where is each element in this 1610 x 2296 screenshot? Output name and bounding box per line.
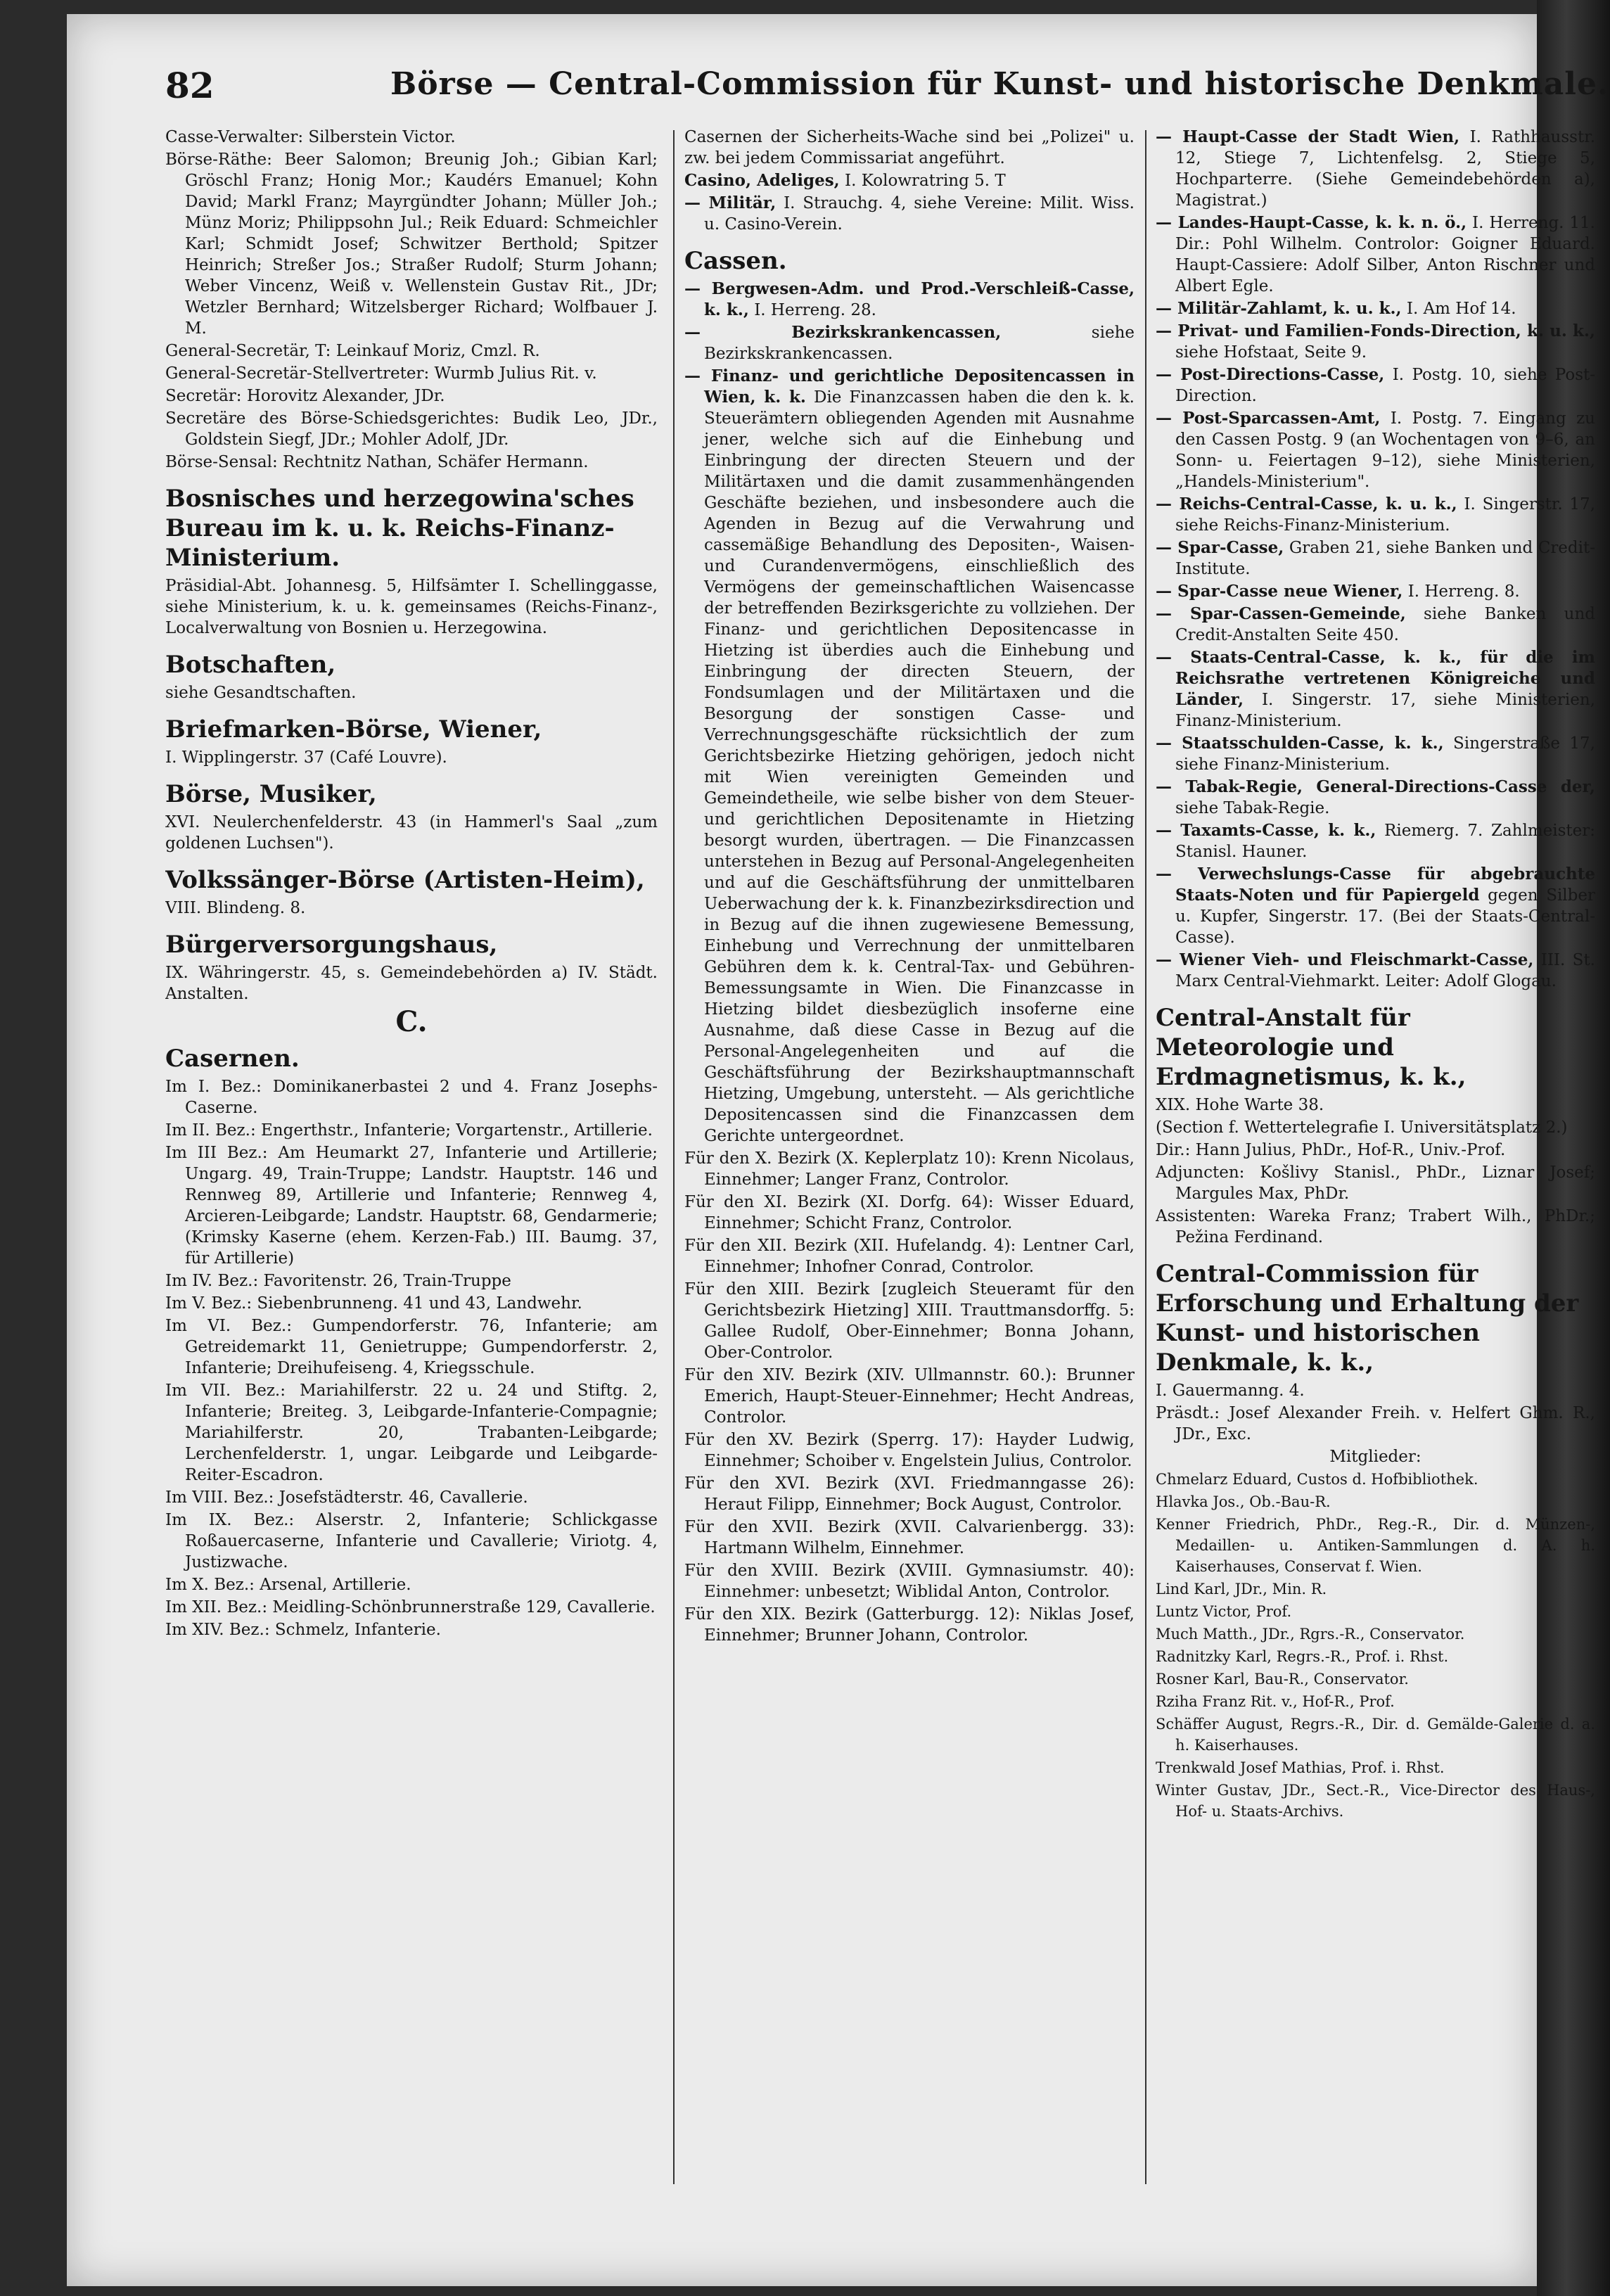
entry: Casernen der Sicherheits-Wache sind bei „Polizei" u. zw. bei jedem Commissariat angeführt. bbox=[684, 128, 1135, 167]
entry bbox=[684, 279, 1135, 321]
section-title: Casernen. bbox=[165, 1045, 300, 1073]
document-page bbox=[67, 14, 1609, 2286]
list-item: Schäffer August, Regrs.-R., Dir. d. Gemälde-Galerie d. a. h. Kaiserhauses. bbox=[1156, 1716, 1595, 1754]
entry-text: III. St. Marx Central-Viehmarkt. Leiter: Adolf Glogau. bbox=[1175, 951, 1595, 990]
entry bbox=[684, 170, 1135, 191]
entry bbox=[1156, 604, 1595, 646]
entry-text: I. Postg. 7. Eingang zu den Cassen Postg. 9 (an Wochentagen von 9–6, an Sonn- u. Feiertagen 9–12), siehe Ministerien, „Handels-Ministerium". bbox=[1175, 409, 1595, 491]
entry bbox=[1156, 298, 1595, 319]
entry: General-Secretär-Stellvertreter: Wurmb Julius Rit. v. bbox=[165, 364, 597, 383]
list-item: Für den XIV. Bezirk (XIV. Ullmannstr. 60.): Brunner Emerich, Haupt-Steuer-Einnehmer; Hecht Andreas, Controlor. bbox=[684, 1366, 1135, 1427]
list-item: Rosner Karl, Bau-R., Conservator. bbox=[1156, 1671, 1409, 1688]
entry bbox=[684, 366, 1135, 1147]
entry-heading: — Wiener Vieh- und Fleischmarkt-Casse, bbox=[1156, 950, 1534, 969]
list-item: Für den XVI. Bezirk (XVI. Friedmanngasse 26): Heraut Filipp, Einnehmer; Bock August, Controlor. bbox=[684, 1474, 1135, 1514]
entry bbox=[1156, 864, 1595, 948]
cassen-list bbox=[1156, 127, 1595, 992]
entry: siehe Gesandtschaften. bbox=[165, 684, 357, 702]
entry-text: I. Strauchg. 4, siehe Vereine: Milit. Wiss. u. Casino-Verein. bbox=[704, 194, 1135, 234]
entry: Secretäre des Börse-Schiedsgerichtes: Budik Leo, JDr., Goldstein Siegf, JDr.; Mohler Adolf, JDr. bbox=[165, 409, 658, 449]
column-divider bbox=[1145, 130, 1146, 2184]
entry bbox=[1156, 212, 1595, 297]
letter-heading: C. bbox=[395, 1005, 428, 1038]
list-item: Für den XII. Bezirk (XII. Hufelandg. 4): Lentner Carl, Einnehmer; Inhofner Conrad, Controlor. bbox=[684, 1237, 1135, 1276]
list-item: Im VII. Bez.: Mariahilferstr. 22 u. 24 und Stiftg. 2, Infanterie; Breiteg. 3, Leibgarde-Infanterie-Compagnie; Mariahilferstr. 20, Trabanten-Leibgarde; Lerchenfelderstr. 1, ungar. Leibgarde und Leibgarde-Reiter-Escadron. bbox=[165, 1382, 658, 1484]
entry bbox=[1156, 777, 1595, 819]
entry bbox=[1156, 321, 1595, 363]
entry: IX. Währingerstr. 45, s. Gemeindebehörden a) IV. Städt. Anstalten. bbox=[165, 964, 658, 1003]
entry-heading: — Post-Directions-Casse, bbox=[1156, 365, 1385, 384]
entry bbox=[1156, 494, 1595, 536]
list-item: Much Matth., JDr., Rgrs.-R., Conservator. bbox=[1156, 1626, 1465, 1643]
entry-text: Die Finanzcassen haben die den k. k. Steuerämtern obliegenden Agenden mit Ausnahme jener, welche sich auf die Einhebung und Einbringung der directen Steuern und der Militärtaxen und die damit zusammenhängenden Geschäfte beziehen, und insbesondere auch die Agenden in Bezug auf die Verwahrung und cassemäßige Behandlung des Depositen-, Waisen- und Curandenvermögens, einschließlich des Vermögens der gemeinschaftlichen Waisencasse der betreffenden Bezirksgerichte zu vollziehen. Der Finanz- und gerichtlichen Depositencasse in Hietzing ist überdies auch die Einhebung und Einbringung der directen Steuern, der Fondsumlagen und der Militärtaxen und die Besorgung der sonstigen Casse- und Verrechnungsgeschäfte rücksichtlich der zum Gerichtsbezirke Hietzing gehörigen, jedoch nicht mit Wien vereinigten Gemeinden und Gemeindetheile, wie selbe bisher von dem Steuer- und gerichtlichen Depositenamte in Hietzing besorgt wurden, übertragen. — Die Finanzcassen unterstehen in Bezug auf Personal-Angelegenheiten und auf die Geschäftsführung der unmittelbaren Ueberwachung der k. k. Finanzbezirksdirection und in Bezug auf die ihnen zugewiesene Bemessung, Einhebung und Verrechnung der unmittelbaren Gebühren dem k. k. Central-Tax- und Gebühren-Bemessungsamte in Wien. Die Finanzcasse in Hietzing bildet diesbezüglich insoferne eine Ausnahme, daß diese Casse in Bezug auf die Personal-Angelegenheiten und auf die Geschäftsführung der Bezirkshauptmannschaft Hietzing, Umgebung, untersteht. — Als gerichtliche Depositencassen sind die Finanzcassen dem Gerichte untergeordnet. bbox=[704, 388, 1135, 1145]
list-item: Trenkwald Josef Mathias, Prof. i. Rhst. bbox=[1156, 1759, 1445, 1776]
entry: XIX. Hohe Warte 38. bbox=[1156, 1096, 1324, 1114]
entry: Präsidial-Abt. Johannesg. 5, Hilfsämter I. Schellinggasse, siehe Ministerium, k. u. k. gemeinsames (Reichs-Finanz-, Localverwaltung von Bosnien u. Herzegowina. bbox=[165, 577, 658, 637]
entry bbox=[1156, 581, 1595, 602]
list-item: Für den XV. Bezirk (Sperrg. 17): Hayder Ludwig, Einnehmer; Schoiber v. Engelstein Julius, Controlor. bbox=[684, 1431, 1135, 1470]
list-item: Rziha Franz Rit. v., Hof-R., Prof. bbox=[1156, 1693, 1395, 1710]
list-item: Für den XIII. Bezirk [zugleich Steueramt für den Gerichtsbezirk Hietzing] XIII. Trauttmansdorffg. 5: Gallee Rudolf, Ober-Einnehmer; Bonna Johann, Ober-Controlor. bbox=[684, 1280, 1135, 1362]
entry bbox=[1156, 820, 1595, 862]
entry-heading: — Spar-Casse neue Wiener, bbox=[1156, 582, 1403, 601]
list-item: Für den XVIII. Bezirk (XVIII. Gymnasiumstr. 40): Einnehmer: unbesetzt; Wiblidal Anton, Controlor. bbox=[684, 1562, 1135, 1601]
entry: (Section f. Wettertelegrafie I. Universitätsplatz 2.) bbox=[1156, 1118, 1568, 1137]
list-item: Für den XI. Bezirk (XI. Dorfg. 64): Wisser Eduard, Einnehmer; Schicht Franz, Controlor. bbox=[684, 1193, 1135, 1232]
entry: Börse-Sensal: Rechtnitz Nathan, Schäfer Hermann. bbox=[165, 453, 589, 471]
entry-text: I. Kolowratring 5. T bbox=[845, 172, 1006, 190]
members-label: Mitglieder: bbox=[1329, 1448, 1421, 1466]
entry: XVI. Neulerchenfelderstr. 43 (in Hammerl's Saal „zum goldenen Luchsen"). bbox=[165, 813, 658, 853]
entry-text: Riemerg. 7. Zahlmeister: Stanisl. Hauner. bbox=[1175, 822, 1595, 861]
list-item: Chmelarz Eduard, Custos d. Hofbibliothek. bbox=[1156, 1471, 1478, 1488]
entry: General-Secretär, T: Leinkauf Moriz, Cmzl. R. bbox=[165, 342, 540, 360]
entry-heading: — Spar-Cassen-Gemeinde, bbox=[1156, 604, 1406, 623]
entry: Casse-Verwalter: Silberstein Victor. bbox=[165, 128, 456, 146]
entry-text: I. Postg. 10, siehe Post-Direction. bbox=[1175, 366, 1595, 405]
list-item: Im XIV. Bez.: Schmelz, Infanterie. bbox=[165, 1621, 441, 1639]
list-item: Im VIII. Bez.: Josefstädterstr. 46, Cavallerie. bbox=[165, 1488, 528, 1507]
entry-heading: — Staats-Central-Casse, k. k., für die im Reichsrathe vertretenen Königreiche und Länder, bbox=[1156, 648, 1595, 709]
entry bbox=[684, 193, 1135, 235]
entry: Börse-Räthe: Beer Salomon; Breunig Joh.; Gibian Karl; Gröschl Franz; Honig Mor.; Kaudérs Emanuel; Kohn David; Markl Franz; Mayrgündter Johann; Müller Joh.; Münz Moriz; Philippsohn Jul.; Reik Eduard: Schmeichler Karl; Schmidt Josef; Schwitzer Berthold; Spitzer Heinrich; Streßer Jos.; Straßer Rudolf; Sturm Johann; Weber Vincenz, Weiß v. Wellenstein Gustav Rit., JDr; Wetzler Bernhard; Witzelsberger Richard; Wolfbauer J. M. bbox=[165, 151, 658, 338]
list-item: Radnitzky Karl, Regrs.-R., Prof. i. Rhst. bbox=[1156, 1648, 1449, 1665]
entry-text: I. Herreng. 28. bbox=[754, 301, 876, 319]
entry bbox=[1156, 127, 1595, 211]
entry-heading: — Privat- und Familien-Fonds-Direction, k. u. k., bbox=[1156, 321, 1595, 340]
column-right bbox=[1156, 127, 1595, 2223]
entry-heading: — Militär-Zahlamt, k. u. k., bbox=[1156, 299, 1402, 318]
entry-text: siehe Banken und Credit-Anstalten Seite 450. bbox=[1175, 605, 1595, 644]
section-title: Cassen. bbox=[684, 247, 787, 275]
entry bbox=[1156, 408, 1595, 492]
entry-text: siehe Bezirkskrankencassen. bbox=[704, 324, 1135, 363]
entry bbox=[1156, 950, 1595, 992]
entry-text: Singerstraße 17, siehe Finanz-Ministerium. bbox=[1175, 734, 1595, 774]
list-item: Im I. Bez.: Dominikanerbastei 2 und 4. Franz Josephs-Caserne. bbox=[165, 1078, 658, 1117]
entry: Präsdt.: Josef Alexander Freih. v. Helfert Ghm. R., JDr., Exc. bbox=[1156, 1404, 1595, 1443]
entry-text: I. Herreng. 11. Dir.: Pohl Wilhelm. Controlor: Goigner Eduard. Haupt-Cassiere: Adolf Silber, Anton Rischner und Albert Egle. bbox=[1175, 214, 1595, 295]
section-title: Central-Commission für Erforschung und Erhaltung der Kunst- und historischen Denkmale, k. k., bbox=[1156, 1260, 1579, 1377]
entry-text: gegen Silber u. Kupfer, Singerstr. 17. (Bei der Staats-Central-Casse). bbox=[1175, 886, 1595, 947]
entry: I. Wipplingerstr. 37 (Café Louvre). bbox=[165, 748, 447, 767]
list-item: Für den XVII. Bezirk (XVII. Calvarienbergg. 33): Hartmann Wilhelm, Einnehmer. bbox=[684, 1518, 1135, 1557]
entry-heading: — Bezirkskrankencassen, bbox=[684, 323, 1002, 342]
entry: Secretär: Horovitz Alexander, JDr. bbox=[165, 387, 445, 405]
entry-text: I. Singerstr. 17, siehe Ministerien, Finanz-Ministerium. bbox=[1175, 691, 1595, 730]
entry-heading: — Staatsschulden-Casse, k. k., bbox=[1156, 734, 1444, 753]
list-item: Hlavka Jos., Ob.-Bau-R. bbox=[1156, 1493, 1331, 1510]
entry bbox=[1156, 364, 1595, 407]
section-title: Bürgerversorgungshaus, bbox=[165, 931, 498, 959]
list-item: Für den XIX. Bezirk (Gatterburgg. 12): Niklas Josef, Einnehmer; Brunner Johann, Controlor. bbox=[684, 1605, 1135, 1645]
entry-text: I. Am Hof 14. bbox=[1406, 300, 1516, 318]
list-item: Adjuncten: Košlivy Stanisl., PhDr., Liznar Josef; Margules Max, PhDr. bbox=[1156, 1163, 1595, 1203]
entry-heading: — Landes-Haupt-Casse, k. k. n. ö., bbox=[1156, 213, 1467, 232]
entry-heading: — Taxamts-Casse, k. k., bbox=[1156, 821, 1376, 840]
section-title: Bosnisches und herzegowina'sches Bureau im k. u. k. Reichs-Finanz-Ministerium. bbox=[165, 485, 634, 572]
list-item: Lind Karl, JDr., Min. R. bbox=[1156, 1581, 1327, 1597]
section-title: Central-Anstalt für Meteorologie und Erdmagnetismus, k. k., bbox=[1156, 1004, 1467, 1091]
column-divider bbox=[673, 130, 675, 2184]
entry-heading: — Bergwesen-Adm. und Prod.-Verschleiß-Casse, k. k., bbox=[684, 279, 1135, 319]
entry-text: Graben 21, siehe Banken und Credit-Institute. bbox=[1175, 539, 1595, 578]
entry-heading: — Verwechslungs-Casse für abgebrauchte Staats-Noten und für Papiergeld bbox=[1156, 865, 1595, 905]
entry-heading: — Finanz- und gerichtliche Depositencassen in Wien, k. k. bbox=[684, 366, 1135, 407]
entry bbox=[1156, 733, 1595, 775]
list-item: Im XII. Bez.: Meidling-Schönbrunnerstraße 129, Cavallerie. bbox=[165, 1598, 656, 1616]
section-title: Botschaften, bbox=[165, 651, 336, 679]
entry bbox=[1156, 647, 1595, 732]
list-item: Im V. Bez.: Siebenbrunneng. 41 und 43, Landwehr. bbox=[165, 1294, 582, 1313]
list-item: Im X. Bez.: Arsenal, Artillerie. bbox=[165, 1576, 411, 1594]
section-title: Volkssänger-Börse (Artisten-Heim), bbox=[165, 866, 645, 894]
entry-text: I. Herreng. 8. bbox=[1407, 582, 1520, 601]
list-item: Assistenten: Wareka Franz; Trabert Wilh., PhDr.; Pežina Ferdinand. bbox=[1156, 1207, 1595, 1246]
entry bbox=[684, 322, 1135, 364]
list-item: Winter Gustav, JDr., Sect.-R., Vice-Director des Haus-, Hof- u. Staats-Archivs. bbox=[1156, 1782, 1595, 1820]
entry-heading: — Post-Sparcassen-Amt, bbox=[1156, 409, 1381, 428]
column-left bbox=[165, 127, 658, 2223]
list-item: Im IV. Bez.: Favoritenstr. 26, Train-Truppe bbox=[165, 1272, 511, 1290]
list-item: Im III Bez.: Am Heumarkt 27, Infanterie und Artillerie; Ungarg. 49, Train-Truppe; Landstr. Hauptstr. 146 und Rennweg 89, Artillerie und Infanterie; Rennweg 4, Arcieren-Leibgarde; Landstr. Hauptstr. 68, Gendarmerie; (Krimsky Kaserne (ehem. Kerzen-Fab.) III. Baumg. 37, für Artillerie) bbox=[165, 1144, 658, 1268]
entry bbox=[1156, 537, 1595, 580]
entry-heading: — Spar-Casse, bbox=[1156, 538, 1284, 557]
list-item: Kenner Friedrich, PhDr., Reg.-R., Dir. d. Münzen-, Medaillen- u. Antiken-Sammlungen d. A. h. Kaiserhauses, Conservat f. Wien. bbox=[1156, 1516, 1595, 1575]
entry-text: siehe Hofstaat, Seite 9. bbox=[1175, 343, 1367, 362]
page-number: 82 bbox=[165, 65, 215, 106]
entry: VIII. Blindeng. 8. bbox=[165, 899, 306, 917]
entry-heading: — Reichs-Central-Casse, k. u. k., bbox=[1156, 495, 1457, 514]
section-title: Briefmarken-Börse, Wiener, bbox=[165, 715, 542, 744]
entry-heading: — Militär, bbox=[684, 193, 777, 212]
entry-heading: — Haupt-Casse der Stadt Wien, bbox=[1156, 127, 1460, 146]
entry-heading: Casino, Adeliges, bbox=[684, 171, 840, 190]
list-item: Luntz Victor, Prof. bbox=[1156, 1603, 1292, 1620]
entry-text: I. Rathhausstr. 12, Stiege 7, Lichtenfelsg. 2, Stiege 5, Hochparterre. (Siehe Gemeindebehörden a), Magistrat.) bbox=[1175, 128, 1595, 210]
entry-heading: — Tabak-Regie, General-Directions-Casse der, bbox=[1156, 777, 1595, 796]
page-header bbox=[165, 65, 1609, 114]
column-middle bbox=[684, 127, 1135, 2223]
list-item: Im II. Bez.: Engerthstr., Infanterie; Vorgartenstr., Artillerie. bbox=[165, 1121, 653, 1140]
list-item: Für den X. Bezirk (X. Keplerplatz 10): Krenn Nicolaus, Einnehmer; Langer Franz, Controlor. bbox=[684, 1149, 1135, 1189]
list-item: Im IX. Bez.: Alserstr. 2, Infanterie; Schlickgasse Roßauercaserne, Infanterie und Cavallerie; Viriotg. 4, Justizwache. bbox=[165, 1511, 658, 1571]
running-title: Börse — Central-Commission für Kunst- und historische Denkmale. bbox=[390, 66, 1609, 102]
list-item: Im VI. Bez.: Gumpendorferstr. 76, Infanterie; am Getreidemarkt 11, Genietruppe; Gumpendorferstr. 2, Infanterie; Dreihufeiseng. 4, Kriegsschule. bbox=[165, 1317, 658, 1377]
entry-text: siehe Tabak-Regie. bbox=[1175, 799, 1330, 817]
list-item: Dir.: Hann Julius, PhDr., Hof-R., Univ.-Prof. bbox=[1156, 1141, 1506, 1159]
section-title: Börse, Musiker, bbox=[165, 780, 377, 808]
entry: I. Gauermanng. 4. bbox=[1156, 1382, 1305, 1400]
entry-text: I. Singerstr. 17, siehe Reichs-Finanz-Ministerium. bbox=[1175, 495, 1595, 535]
